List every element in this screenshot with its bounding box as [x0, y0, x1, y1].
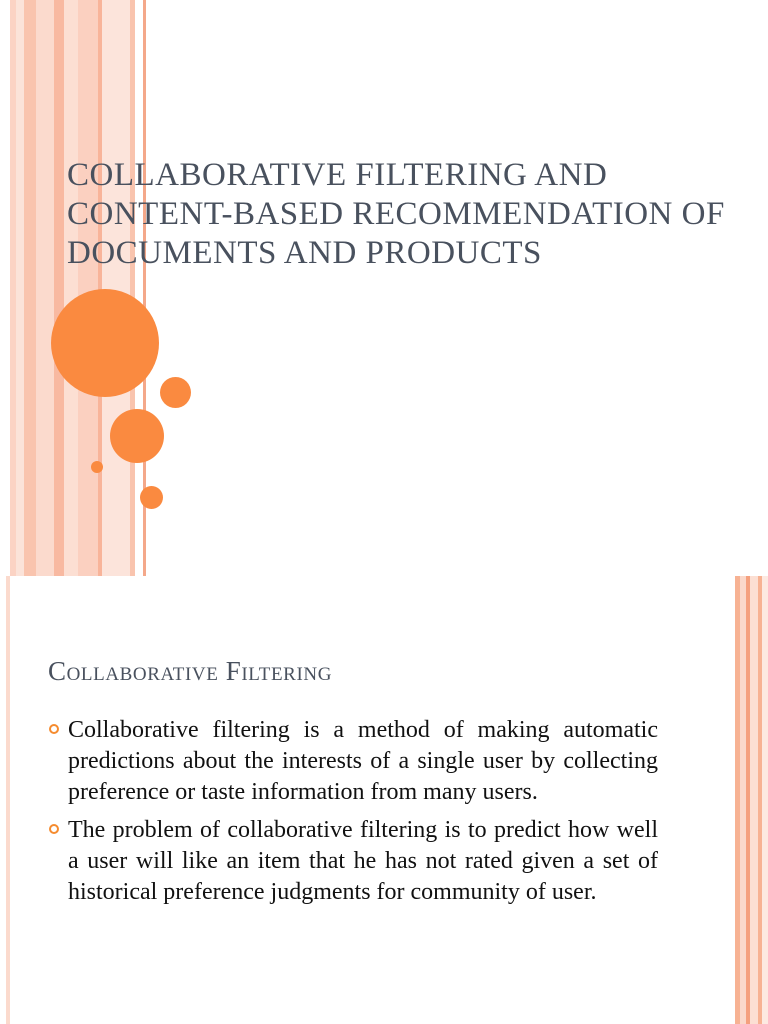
bullet-list [48, 715, 658, 915]
list-item [48, 815, 658, 908]
decorative-stripe [36, 0, 54, 576]
decorative-stripe [130, 0, 135, 576]
decorative-circle [110, 409, 164, 463]
bullet-text: The problem of collaborative filtering is to predict how well a user will like an item that he has not rated given a set of historical preference judgments for community of user. [68, 817, 658, 905]
decorative-circle-large [51, 289, 159, 397]
decorative-stripe [54, 0, 64, 576]
bullet-text: Collaborative filtering is a method of making automatic predictions about the interests of a single user by collecting preference or taste information from many users. [68, 717, 658, 805]
decorative-circle [91, 461, 103, 473]
decorative-stripe [750, 576, 758, 1024]
ring-bullet-icon [49, 724, 59, 734]
decorative-stripe [102, 0, 130, 576]
decorative-stripe [64, 0, 78, 576]
decorative-stripe [78, 0, 98, 576]
slide-title: COLLABORATIVE FILTERING AND CONTENT-BASED RECOMMENDATION OF DOCUMENTS AND PRODUCTS [67, 157, 725, 271]
ring-bullet-icon [49, 824, 59, 834]
decorative-stripe [24, 0, 36, 576]
slide-title: Collaborative Filtering [48, 656, 333, 686]
content-slide [0, 576, 768, 1024]
decorative-circle [160, 377, 191, 408]
decorative-circle [140, 486, 163, 509]
decorative-stripe [6, 576, 10, 1024]
decorative-stripe [762, 576, 768, 1024]
list-item [48, 715, 658, 808]
decorative-stripe [16, 0, 24, 576]
